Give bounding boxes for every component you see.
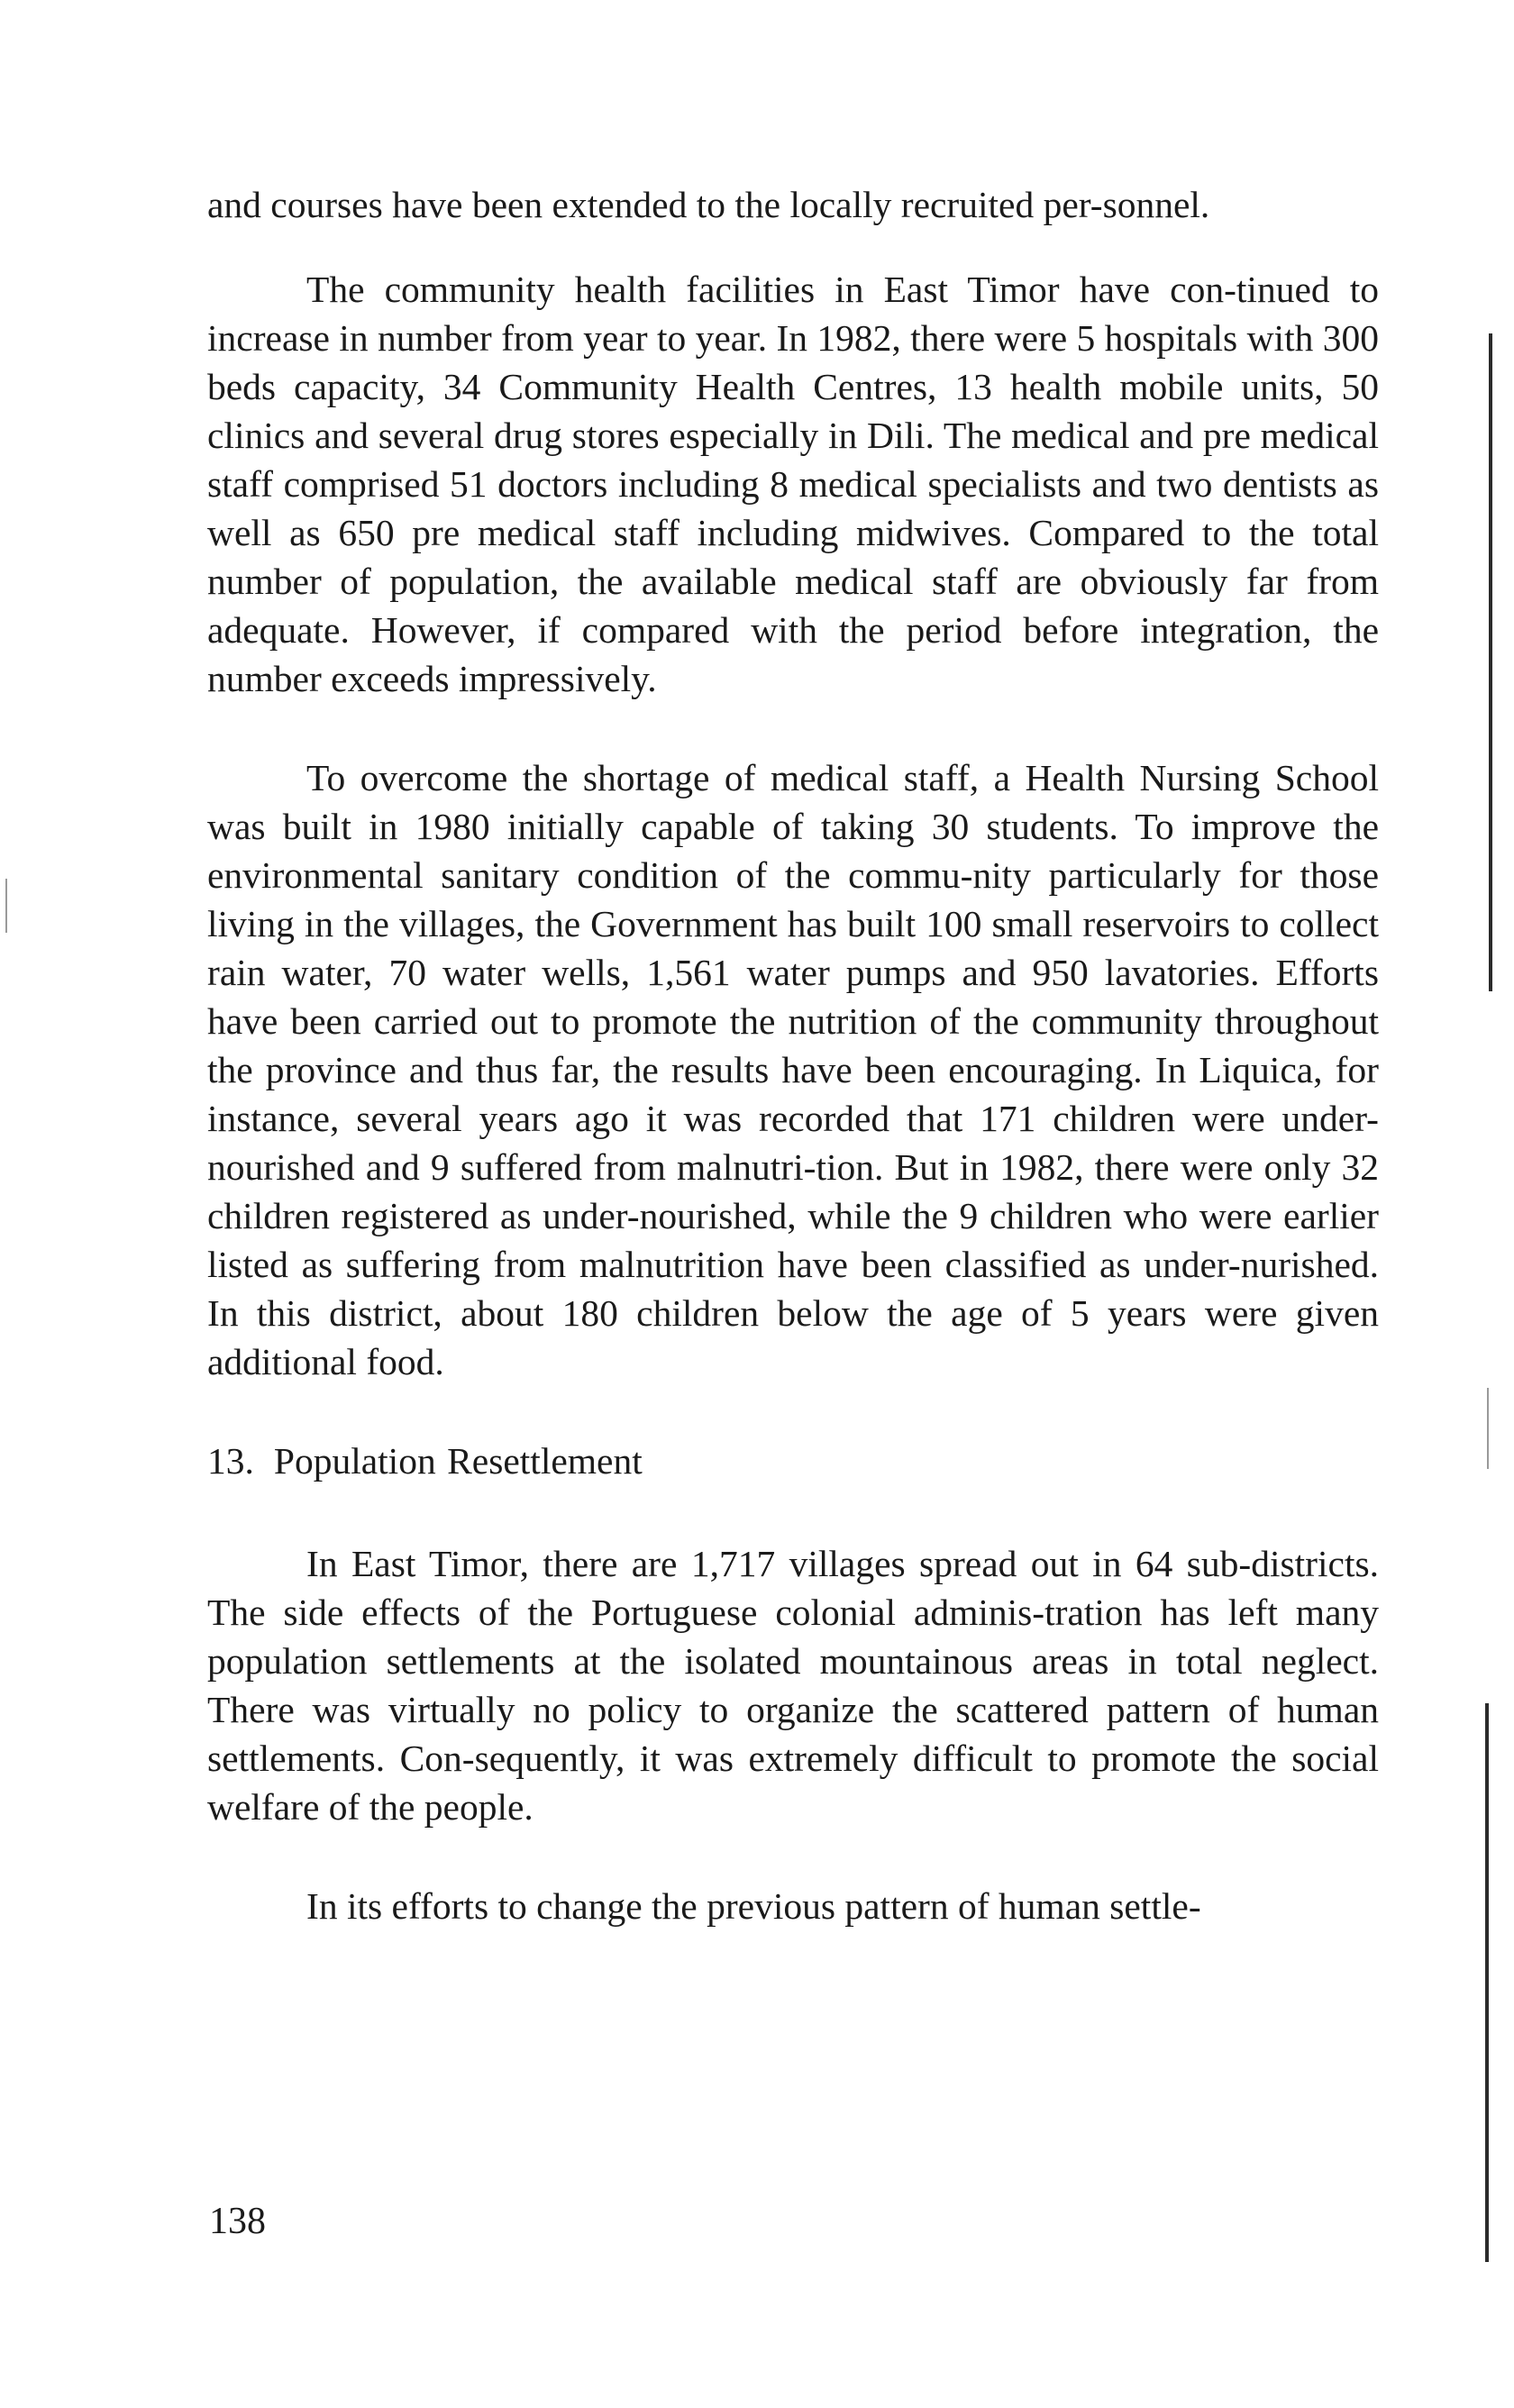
page-body [207, 180, 1379, 1981]
paragraph-villages: In East Timor, there are 1,717 villages spread out in 64 sub-districts. The side effects of the Portuguese colonial adminis-tration has left many population settlements at the isolated mountainous areas in total neglect. There was virtually no policy to organize the scattered pattern of human settlements. Con-sequently, it was extremely difficult to promote the social welfare of the people. [207, 1543, 1379, 1828]
scan-edge-bar-bottom [1485, 1703, 1489, 2262]
section-title: Population Resettlement [273, 1440, 643, 1482]
scan-edge-bar-top [1489, 333, 1492, 991]
scan-edge-mark-left [5, 879, 7, 933]
paragraph-continuation: and courses have been extended to the locally recruited per-sonnel. [207, 184, 1210, 225]
section-heading [207, 1437, 1379, 1485]
paragraph-nursing-school: To overcome the shortage of medical staff, a Health Nursing School was built in 1980 initially capable of taking 30 students. To improve the environmental sanitary condition of the commu-nity particularly for those living in the villages, the Government has built 100 small reservoirs to collect rain water, 70 water wells, 1,561 water pumps and 950 lavatories. Efforts have been carried out to promote the nutrition of the community throughout the province and thus far, the results have been encouraging. In Liquica, for instance, several years ago it was recorded that 171 children were under-nourished and 9 suffered from malnutri-tion. But in 1982, there were only 32 children registered as under-nourished, while the 9 children who were earlier listed as suffering from malnutrition have been classified as under-nurished. In this district, about 180 children below the age of 5 years were given additional food. [207, 757, 1379, 1382]
page-number: 138 [209, 2201, 266, 2242]
section-number: 13. [207, 1440, 254, 1482]
paragraph-resettlement-efforts: In its efforts to change the previous pattern of human settle- [306, 1885, 1201, 1927]
scan-edge-mark-right [1487, 1388, 1489, 1469]
paragraph-health-facilities: The community health facilities in East Timor have con-tinued to increase in number from year to year. In 1982, there were 5 hospitals with 300 beds capacity, 34 Community Health Centres, 13 health mobile units, 50 clinics and several drug stores especially in Dili. The medical and pre medical staff comprised 51 doctors including 8 medical specialists and two dentists as well as 650 pre medical staff including midwives. Compared to the total number of population, the available medical staff are obviously far from adequate. However, if compared with the period before integration, the number exceeds impressively. [207, 269, 1379, 699]
